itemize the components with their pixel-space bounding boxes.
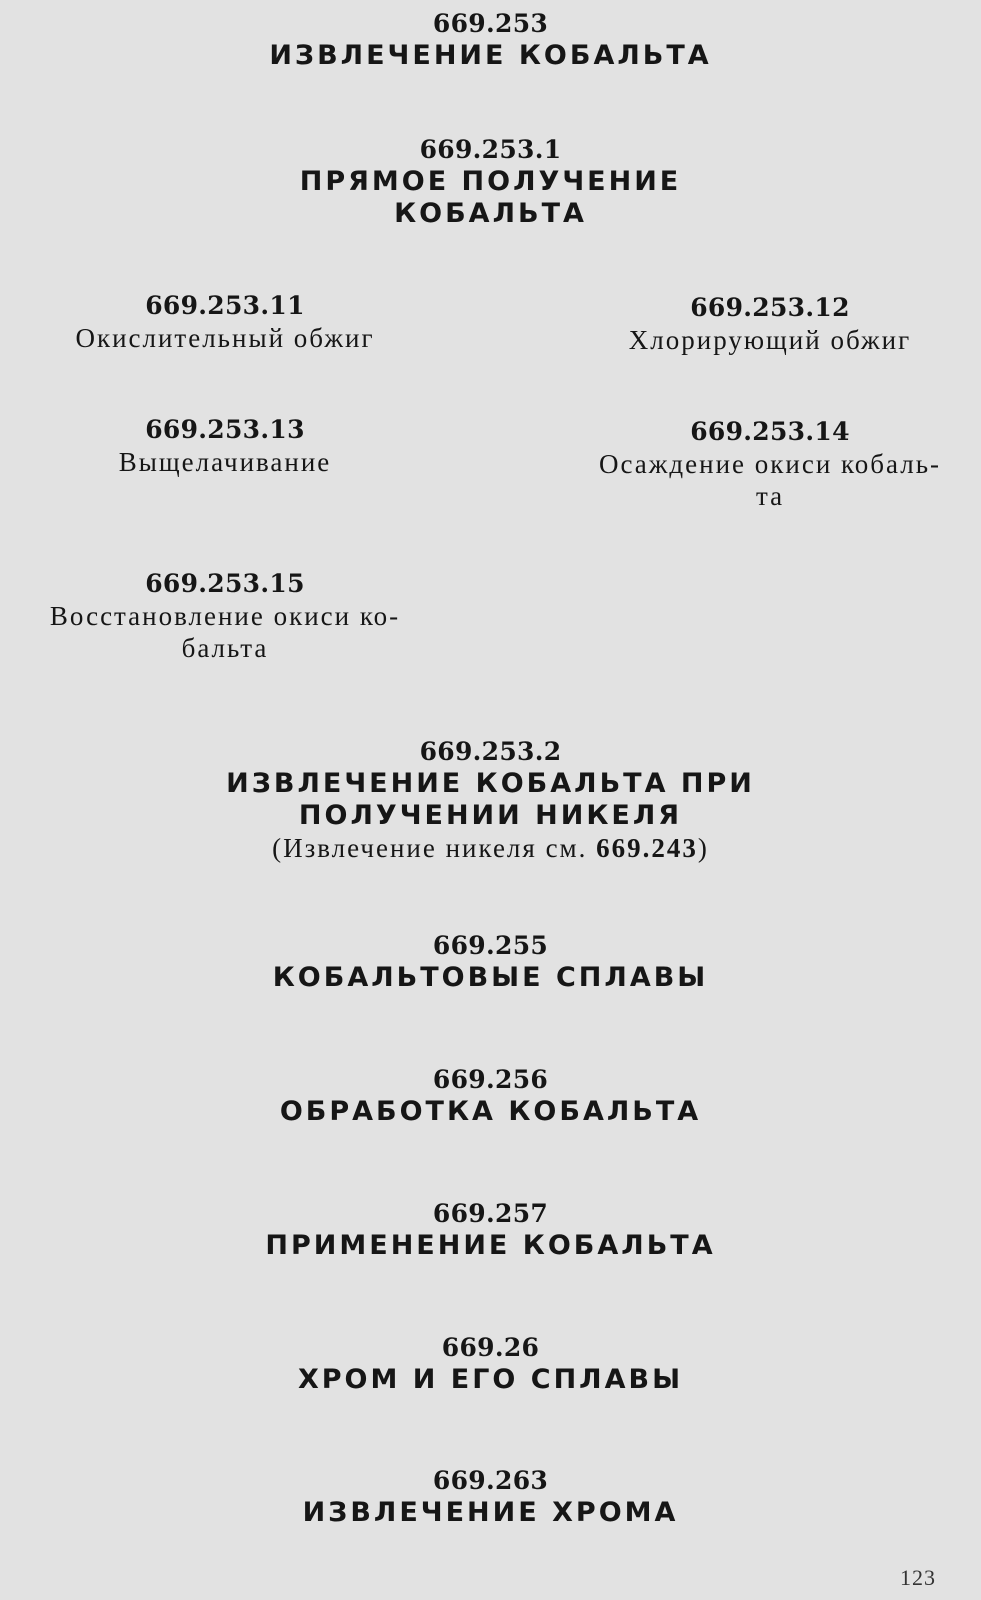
page-number: 123 [900,1565,936,1590]
entry-code: 669.253.12 [690,293,850,322]
entry-heading: ХРОМ И ЕГО СПЛАВЫ [297,1364,684,1395]
entry-code: 669.255 [432,931,549,960]
entry-code: 669.253.1 [419,135,562,164]
entry-text-line2: бальта [181,633,269,663]
entry-code: 669.263 [432,1466,549,1495]
entry-heading: ОБРАБОТКА КОБАЛЬТА [279,1096,702,1127]
entry-code: 669.253.13 [145,415,305,444]
cross-reference-suffix: ) [697,833,709,863]
entry-code: 669.257 [432,1199,549,1228]
entry-code: 669.253.15 [145,569,305,598]
entry-heading: ПРИМЕНЕНИЕ КОБАЛЬТА [265,1230,716,1261]
entry-code: 669.256 [432,1065,549,1094]
entry-code: 669.253.11 [145,291,305,320]
entry-code: 669.253.14 [690,417,850,446]
entry-669-255 [0,930,981,994]
entry-text: Окислительный обжиг [75,323,375,353]
entry-669-257 [0,1198,981,1262]
entry-669-253-14 [560,416,980,512]
entry-cross-reference [0,832,981,864]
entry-669-253-15 [10,568,440,664]
entry-code: 669.26 [441,1333,540,1362]
entry-heading: ИЗВЛЕЧЕНИЕ ХРОМА [302,1497,679,1528]
entry-669-253-13 [10,414,440,478]
entry-669-256 [0,1064,981,1128]
entry-heading-line1: ПРЯМОЕ ПОЛУЧЕНИЕ [299,166,682,197]
entry-text-line1: Осаждение окиси кобаль- [598,449,942,479]
entry-669-253-1 [0,134,981,230]
entry-code: 669.253 [432,9,549,38]
entry-669-253 [0,8,981,72]
entry-669-263 [0,1465,981,1529]
cross-reference-prefix: (Извлечение никеля см. [272,833,588,863]
entry-669-253-11 [10,290,440,354]
entry-text: Выщелачивание [118,447,332,477]
entry-669-26 [0,1332,981,1396]
entry-heading: ИЗВЛЕЧЕНИЕ КОБАЛЬТА [269,40,712,71]
entry-text-line1: Восстановление окиси ко- [49,601,401,631]
entry-669-253-12 [560,292,980,356]
entry-heading: КОБАЛЬТОВЫЕ СПЛАВЫ [272,962,709,993]
entry-heading-line1: ИЗВЛЕЧЕНИЕ КОБАЛЬТА ПРИ [226,768,755,799]
entry-669-253-2 [0,736,981,864]
entry-heading-line2: КОБАЛЬТА [394,198,587,229]
cross-reference-code: 669.243 [596,833,698,863]
entry-heading-line2: ПОЛУЧЕНИИ НИКЕЛЯ [298,800,683,831]
entry-text-line2: та [755,481,785,511]
entry-code: 669.253.2 [419,737,562,766]
entry-text: Хлорирующий обжиг [628,325,912,355]
